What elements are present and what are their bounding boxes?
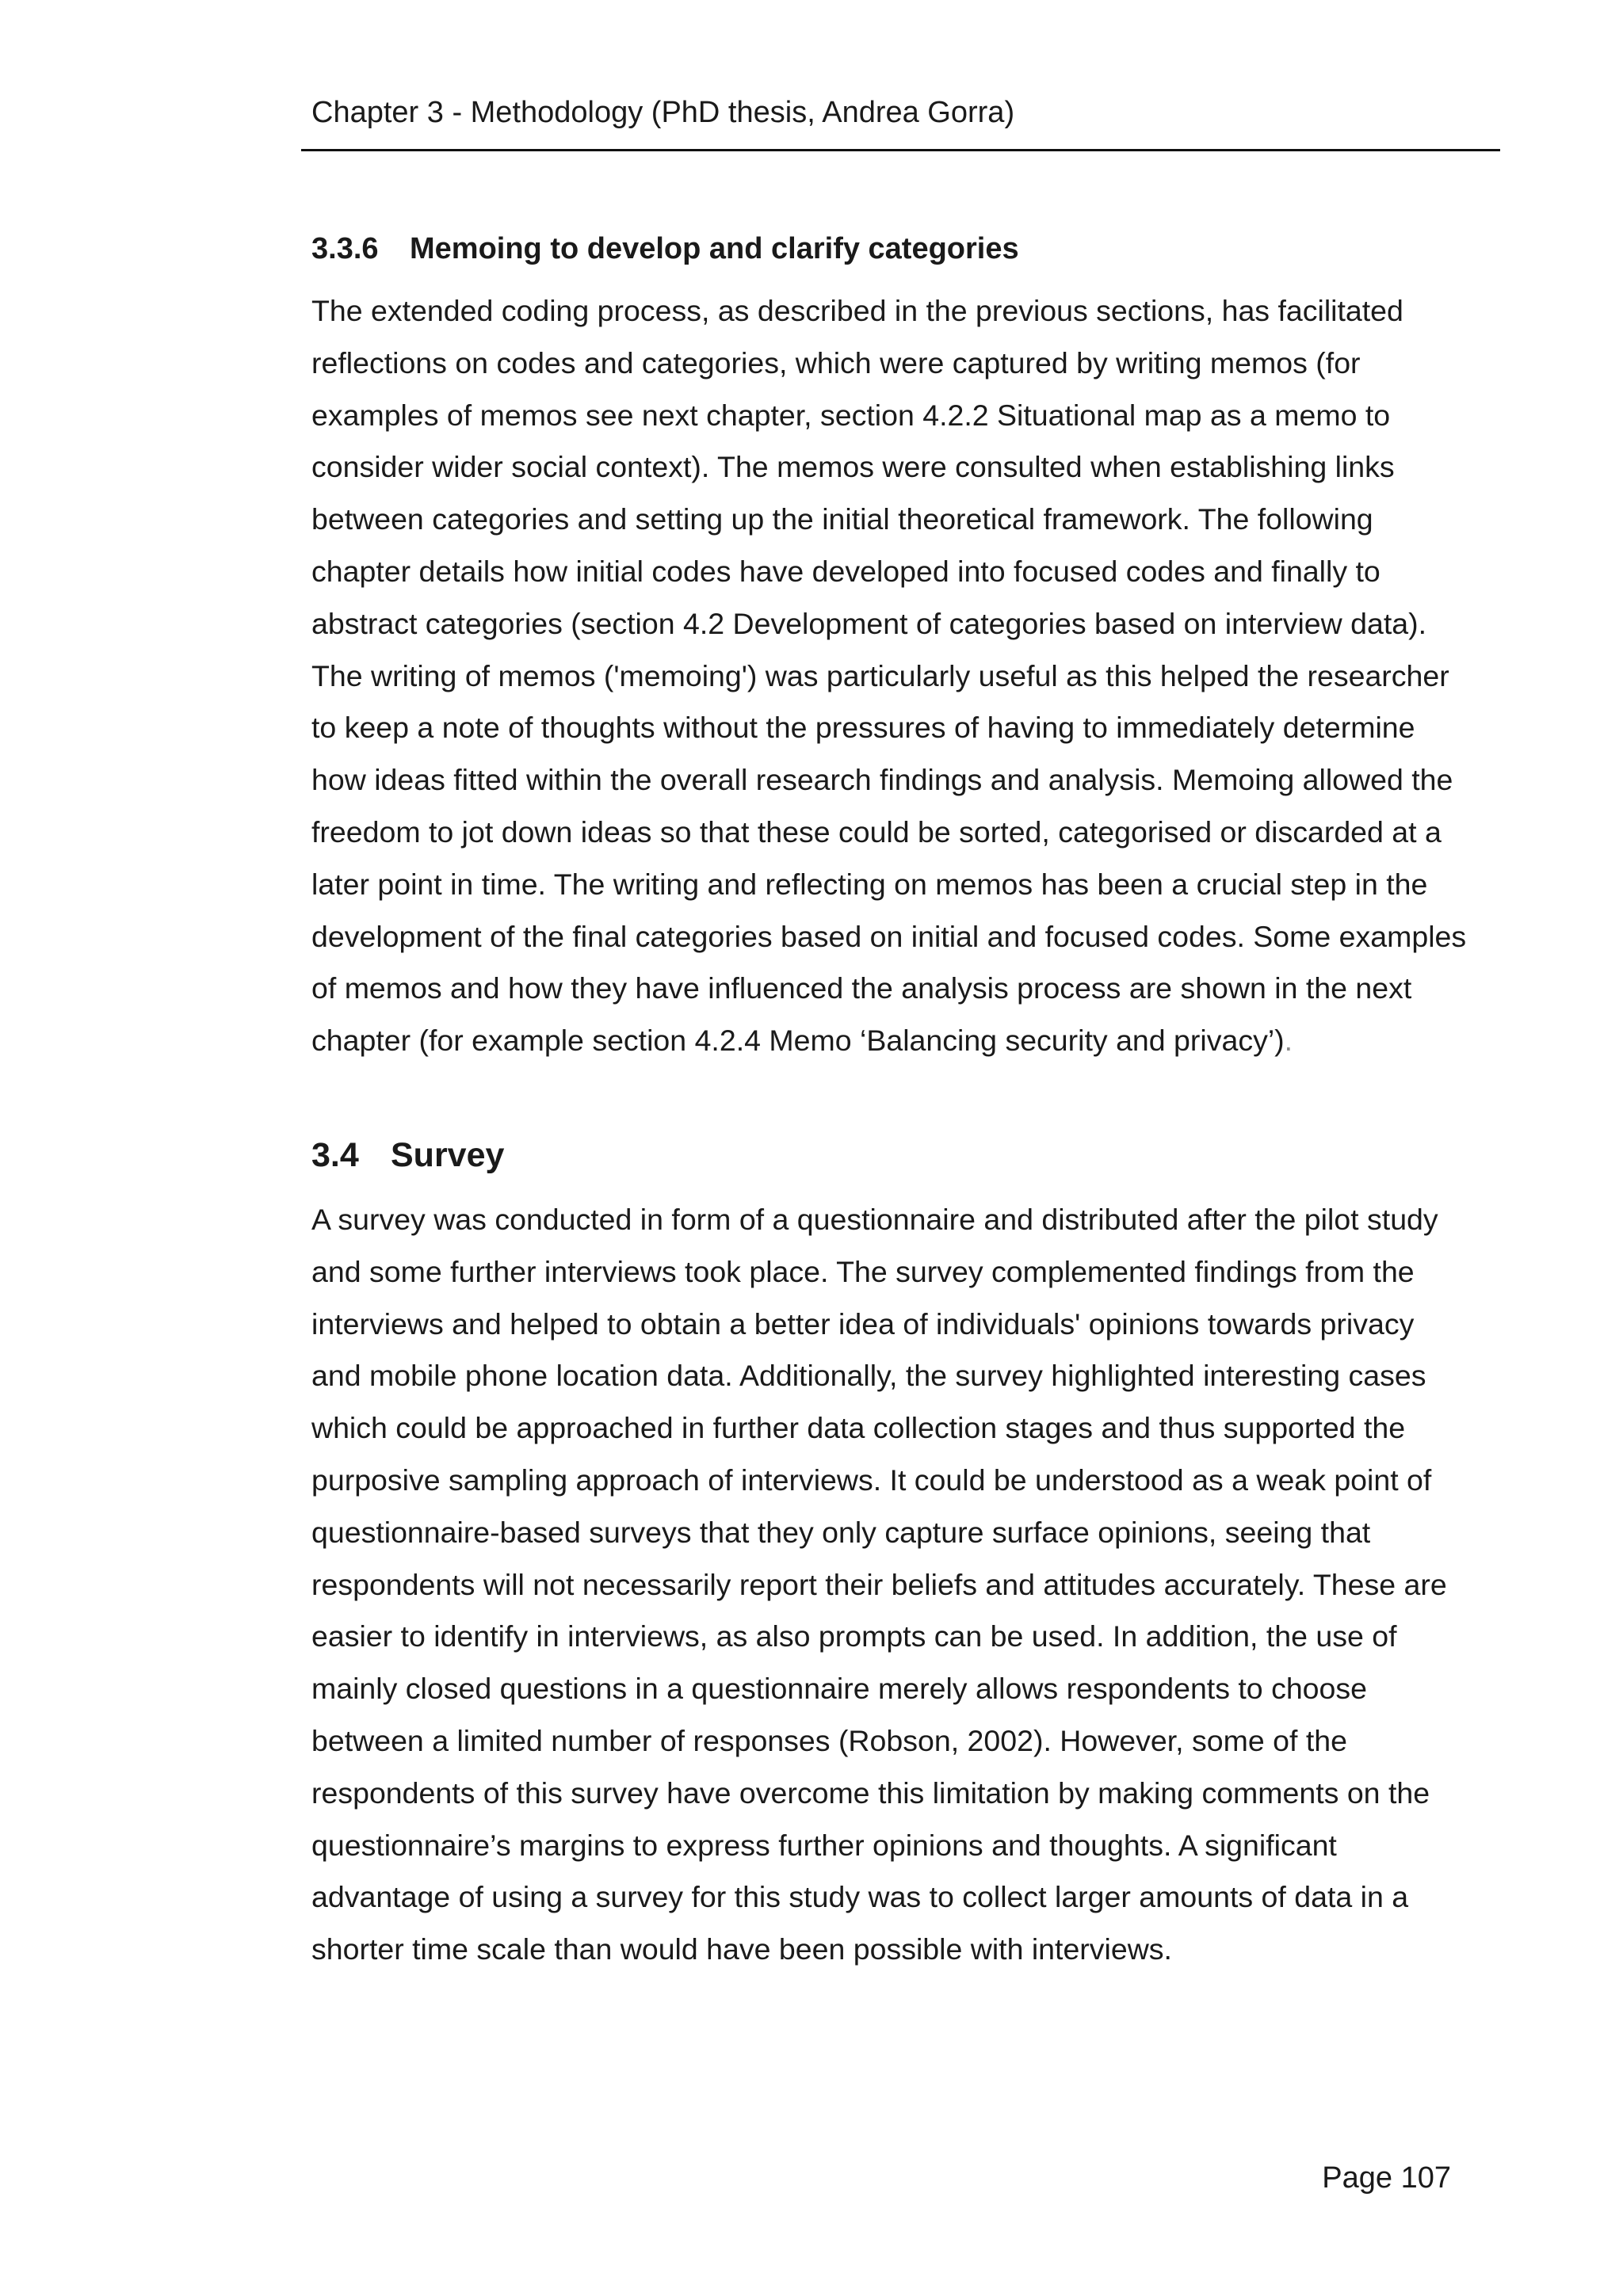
- memoing-paragraph-text: The extended coding process, as described in the previous sections, has facilitated reflections on codes and categories, which were captured by writing memos (for examples of memos see next chapter, section 4.2.2 Situational map as a memo to consider wider social context). The memos were consulted when establishing links between categories and setting up the initial theoretical framework. The following chapter details how initial codes have developed into focused codes and finally to abstract categories (section 4.2 Development of categories based on interview data). The writing of memos ('memoing') was particularly useful as this helped the researcher to keep a note of thoughts without the pressures of having to immediately determine how ideas fitted within the overall research findings and analysis. Memoing allowed the freedom to jot down ideas so that these could be sorted, categorised or discarded at a later point in time. The writing and reflecting on memos has been a crucial step in the development of the final categories based on initial and focused codes. Some examples of memos and how they have influenced the analysis process are shown in the next chapter (for example section 4.2.4 Memo ‘Balancing security and privacy’): [311, 294, 1467, 1058]
- section-number: 3.4: [311, 1135, 359, 1174]
- section-title: Survey: [391, 1135, 505, 1174]
- subsection-heading-3-3-6: [311, 230, 1468, 268]
- survey-paragraph: A survey was conducted in form of a questionnaire and distributed after the pilot study and some further interviews took place. The survey complemented findings from the interviews and helped to obtain a better idea of individuals' opinions towards privacy and mobile phone location data. Additionally, the survey highlighted interesting cases which could be approached in further data collection stages and thus supported the purposive sampling approach of interviews. It could be understood as a weak point of questionnaire-based surveys that they only capture surface opinions, seeing that respondents will not necessarily report their beliefs and attitudes accurately. These are easier to identify in interviews, as also prompts can be used. In addition, the use of mainly closed questions in a questionnaire merely allows respondents to choose between a limited number of responses (Robson, 2002). However, some of the respondents of this survey have overcome this limitation by making comments on the questionnaire’s margins to express further opinions and thoughts. A significant advantage of using a survey for this study was to collect larger amounts of data in a shorter time scale than would have been possible with interviews.: [311, 1202, 1447, 1966]
- page-number: Page 107: [1322, 2161, 1451, 2195]
- section-gap: [311, 1067, 1468, 1134]
- subsection-title: Memoing to develop and clarify categories: [410, 232, 1019, 265]
- header-rule: [301, 149, 1500, 151]
- memoing-paragraph: [311, 285, 1468, 1067]
- running-header: Chapter 3 - Methodology (PhD thesis, Andrea Gorra): [311, 96, 1015, 129]
- memoing-paragraph-end: .: [1284, 1024, 1293, 1058]
- subsection-number: 3.3.6: [311, 232, 379, 265]
- section-heading-3-4: [311, 1134, 1468, 1177]
- page-content: [311, 230, 1468, 1976]
